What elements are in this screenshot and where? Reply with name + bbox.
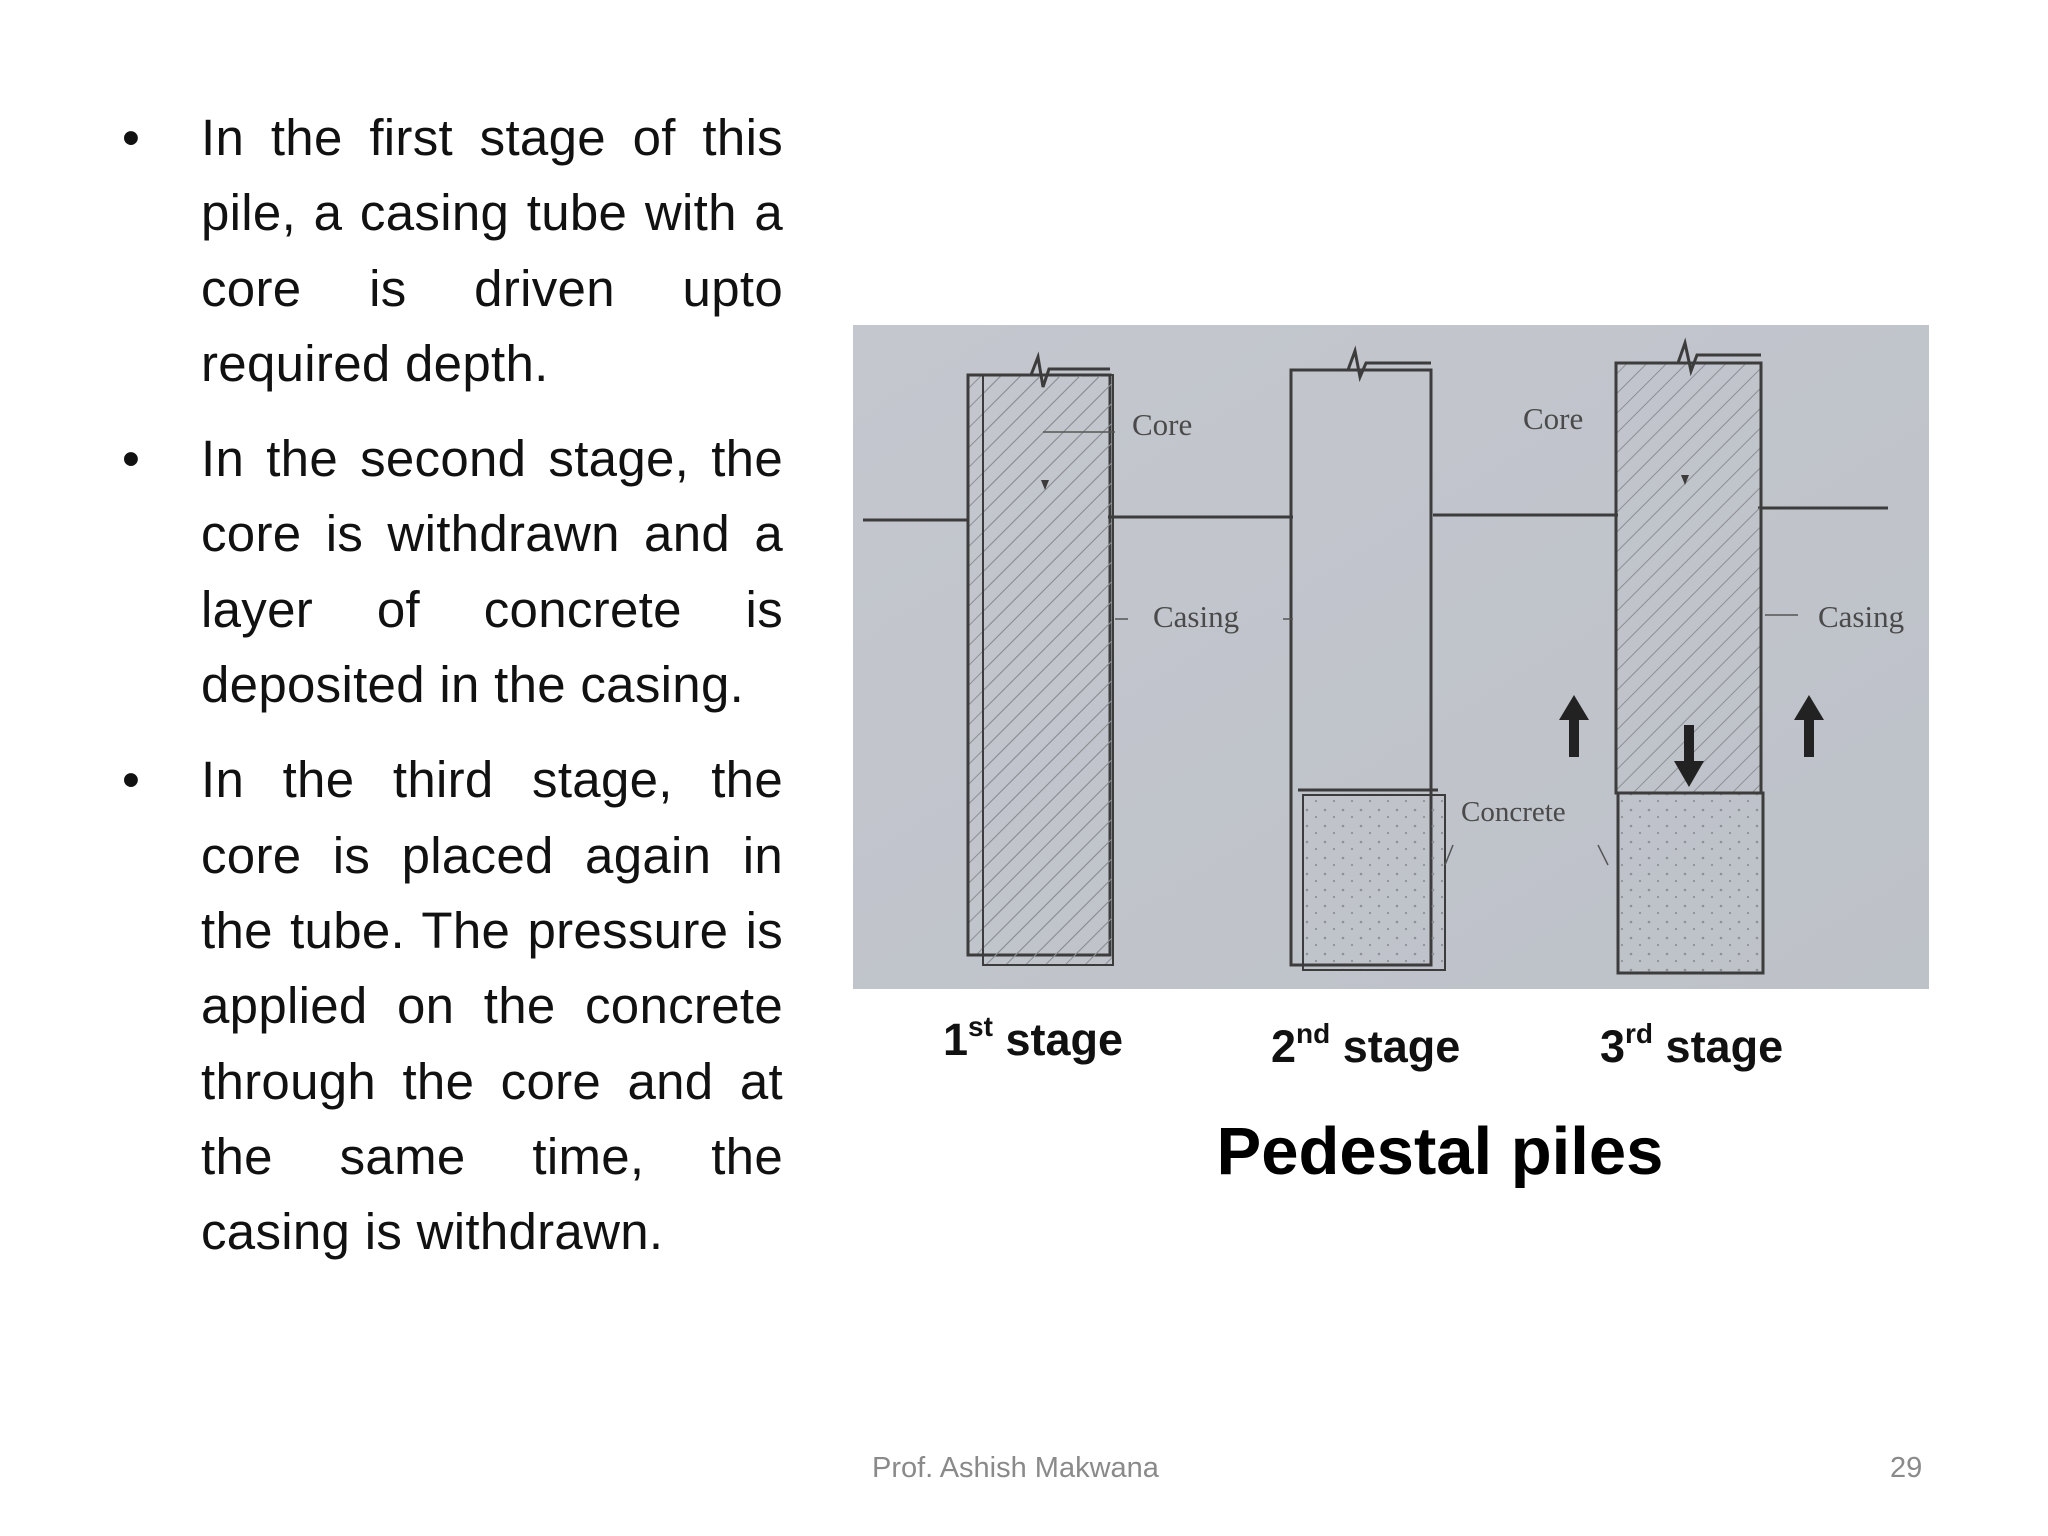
casing-label: Casing	[1153, 599, 1240, 634]
stage-number: 1	[943, 1014, 969, 1065]
bullet-text: In the third stage, the core is placed again in the tube. The pressure is applied on the concrete through the core and at the same time, the casing is withdrawn.	[201, 751, 783, 1261]
stage-suffix: rd	[1625, 1018, 1654, 1049]
stage-number: 3	[1600, 1021, 1626, 1072]
pedestal-pile-diagram	[853, 325, 1929, 989]
stage-word: stage	[1665, 1021, 1784, 1072]
bullet-item	[118, 421, 783, 722]
bullet-icon: •	[122, 430, 140, 488]
stage-label-3	[1600, 1018, 1784, 1072]
casing-label: Casing	[1818, 599, 1905, 634]
stage-suffix: nd	[1296, 1018, 1331, 1049]
stage-number: 2	[1271, 1021, 1297, 1072]
stage-label-1	[943, 1011, 1124, 1065]
page-number: 29	[1890, 1452, 1923, 1484]
pile-stage-1	[968, 357, 1113, 965]
bullet-list	[118, 100, 783, 1289]
stage-suffix: st	[968, 1011, 993, 1042]
footer-author: Prof. Ashish Makwana	[872, 1452, 1159, 1484]
core-label: Core	[1132, 407, 1193, 442]
concrete-label: Concrete	[1461, 796, 1566, 828]
bullet-item	[118, 742, 783, 1269]
bullet-text: In the second stage, the core is withdrawn and a layer of concrete is deposited in the casing.	[201, 430, 783, 714]
bullet-text: In the first stage of this pile, a casing tube with a core is driven upto required depth.	[201, 109, 783, 392]
pile-stage-3	[1616, 343, 1763, 973]
stage-word: stage	[1342, 1021, 1461, 1072]
bullet-item	[118, 100, 783, 401]
bullet-icon: •	[122, 109, 140, 166]
core-label: Core	[1523, 401, 1584, 436]
stage-word: stage	[1005, 1014, 1124, 1065]
stage-label-2	[1271, 1018, 1461, 1072]
figure-title: Pedestal piles	[1216, 1114, 1664, 1189]
bullet-icon: •	[122, 751, 140, 809]
